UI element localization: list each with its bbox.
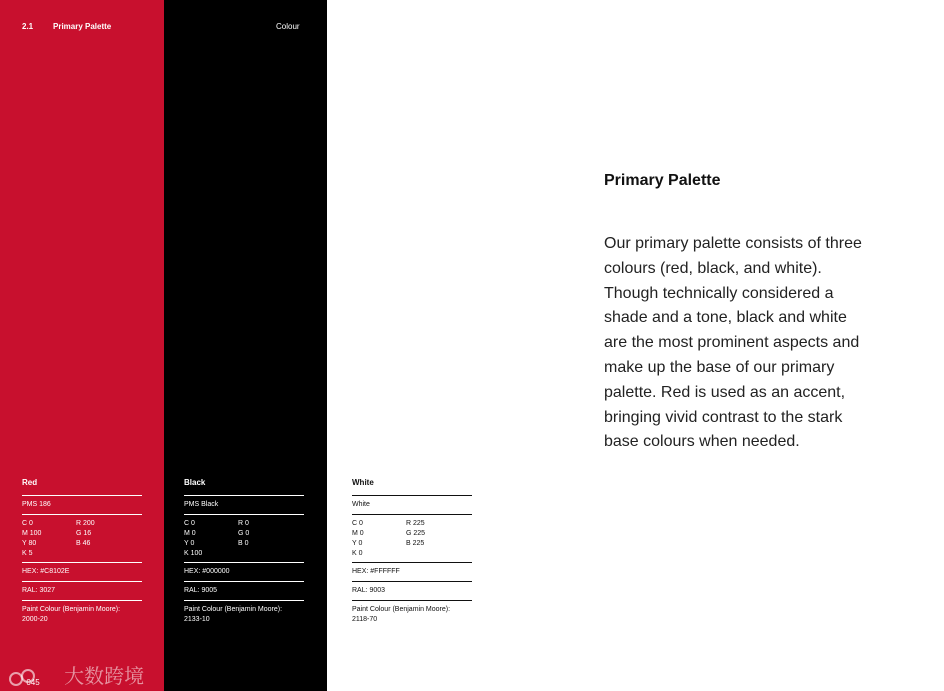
divider — [352, 562, 472, 563]
rgb-g: G 16 — [76, 530, 92, 537]
page-number: 045 — [26, 678, 40, 687]
swatch-name: Black — [184, 478, 206, 487]
red-swatch-info — [22, 478, 142, 625]
white-swatch-info — [352, 478, 472, 625]
rgb-b: B 46 — [76, 540, 91, 547]
section-title: Primary Palette — [53, 22, 112, 31]
black-swatch-info — [184, 478, 304, 625]
cmyk-rgb-values — [22, 519, 142, 559]
divider — [22, 495, 142, 496]
paint-value: 2118-70 — [352, 616, 378, 623]
category-label: Colour — [276, 22, 300, 31]
cmyk-m: M 100 — [22, 530, 42, 537]
ral-value: RAL: 3027 — [22, 587, 56, 594]
cmyk-rgb-values — [184, 519, 304, 559]
paint-value: 2000-20 — [22, 616, 48, 623]
swatch-name: White — [352, 478, 374, 487]
cmyk-c: C 0 — [22, 520, 33, 527]
cmyk-m: M 0 — [184, 530, 196, 537]
cmyk-m: M 0 — [352, 530, 364, 537]
divider — [184, 581, 304, 582]
paint-value: 2133-10 — [184, 616, 210, 623]
ral-value: RAL: 9005 — [184, 587, 218, 594]
divider — [352, 495, 472, 496]
hex-value: HEX: #C8102E — [22, 568, 70, 575]
cmyk-k: K 5 — [22, 550, 33, 557]
rgb-b: B 225 — [406, 540, 425, 547]
divider — [352, 600, 472, 601]
section-number: 2.1 — [22, 22, 34, 31]
cmyk-y: Y 80 — [22, 540, 37, 547]
hex-value: HEX: #000000 — [184, 568, 230, 575]
rgb-r: R 0 — [238, 520, 249, 527]
rgb-r: R 200 — [76, 520, 95, 527]
cmyk-c: C 0 — [352, 520, 363, 527]
divider — [22, 600, 142, 601]
divider — [184, 495, 304, 496]
watermark-text: 大数跨境 — [64, 664, 145, 688]
divider — [22, 581, 142, 582]
rgb-g: G 225 — [406, 530, 426, 537]
ral-value: RAL: 9003 — [352, 587, 386, 594]
cmyk-k: K 0 — [352, 550, 363, 557]
cmyk-y: Y 0 — [352, 540, 363, 547]
pms-value: PMS 186 — [22, 501, 51, 508]
rgb-r: R 225 — [406, 520, 425, 527]
paint-label: Paint Colour (Benjamin Moore): — [184, 606, 283, 613]
cmyk-y: Y 0 — [184, 540, 195, 547]
paint-label: Paint Colour (Benjamin Moore): — [22, 606, 121, 613]
watermark — [8, 660, 144, 689]
divider — [184, 600, 304, 601]
pms-value: PMS Black — [184, 501, 219, 508]
body-text: Our primary palette consists of three colours (red, black, and white). Though technically considered a shade and a tone, black and white are the most prominent aspects and make up the base of our primary palette. Red is used as an accent, bringing vivid contrast to the stark base colours when needed. — [604, 235, 862, 451]
hex-value: HEX: #FFFFFF — [352, 568, 400, 575]
divider — [352, 514, 472, 515]
divider — [22, 514, 142, 515]
cmyk-rgb-values — [352, 519, 472, 559]
rgb-b: B 0 — [238, 540, 249, 547]
paint-label: Paint Colour (Benjamin Moore): — [352, 606, 451, 613]
rgb-g: G 0 — [238, 530, 250, 537]
pms-value: White — [352, 501, 370, 508]
divider — [22, 562, 142, 563]
cmyk-k: K 100 — [184, 550, 203, 557]
divider — [184, 514, 304, 515]
cmyk-c: C 0 — [184, 520, 195, 527]
swatch-name: Red — [22, 478, 38, 487]
divider — [352, 581, 472, 582]
page-title: Primary Palette — [604, 172, 721, 189]
divider — [184, 562, 304, 563]
